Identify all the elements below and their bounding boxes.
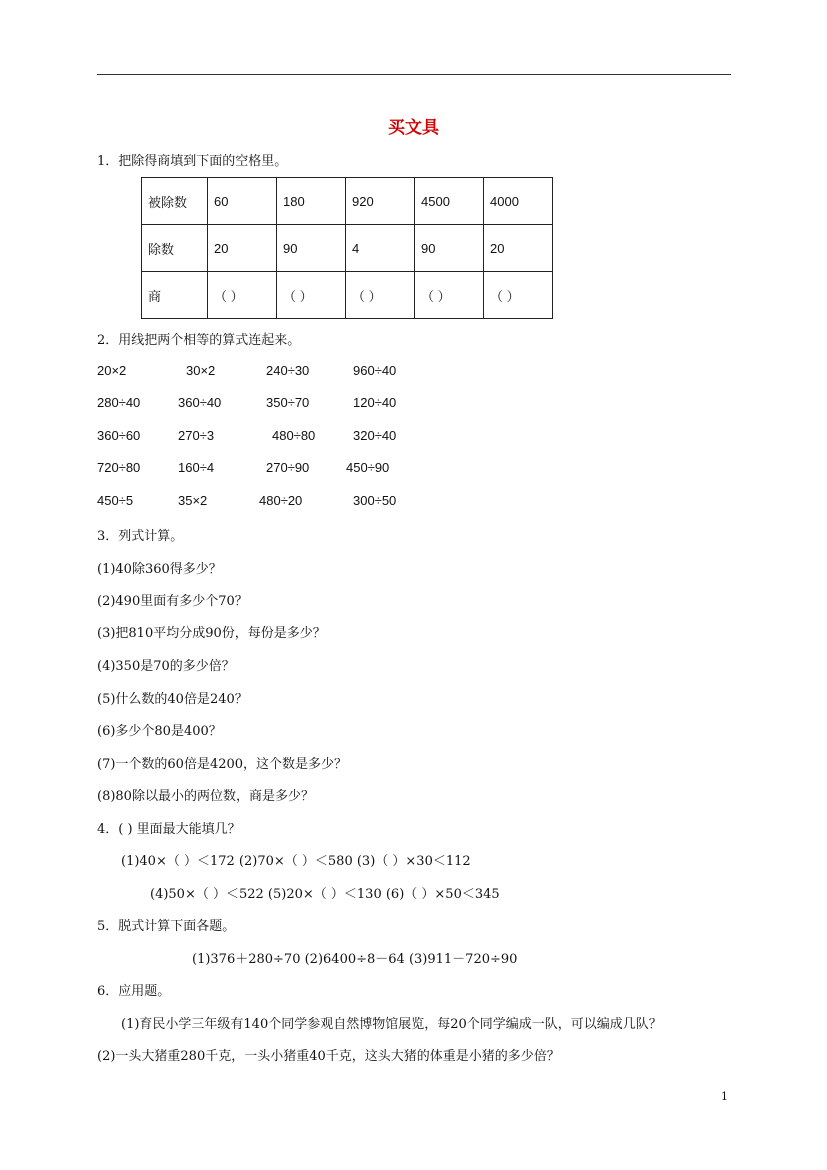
q3-item: (3)把810平均分成90份，每份是多少？ bbox=[97, 626, 326, 641]
q4-line-1: (1)40×（ ）＜172 (2)70×（ ）＜580 (3)（ ）×30＜112 bbox=[121, 854, 471, 869]
q3-heading: 3．列式计算。 bbox=[97, 529, 184, 544]
expression: 960÷40 bbox=[353, 363, 397, 378]
expression: 350÷70 bbox=[266, 395, 310, 410]
table-row-divisor bbox=[142, 225, 553, 272]
expression: 280÷40 bbox=[97, 395, 141, 410]
q3-item: (1)40除360得多少？ bbox=[97, 562, 222, 577]
expression: 320÷40 bbox=[353, 428, 397, 443]
header-rule bbox=[97, 74, 731, 75]
row-label-quotient: 商 bbox=[142, 272, 208, 319]
answer-blank: （ ） bbox=[346, 272, 415, 319]
table-row-dividend bbox=[142, 178, 553, 225]
row-label-divisor: 除数 bbox=[142, 225, 208, 272]
expression: 450÷5 bbox=[97, 493, 134, 508]
expression: 480÷80 bbox=[272, 428, 316, 443]
table-cell: 20 bbox=[484, 225, 553, 272]
page-title: 买文具 bbox=[388, 118, 439, 138]
table-cell: 920 bbox=[346, 178, 415, 225]
expression: 270÷3 bbox=[178, 428, 215, 443]
table-cell: 4000 bbox=[484, 178, 553, 225]
q3-item: (5)什么数的40倍是240？ bbox=[97, 692, 248, 707]
row-label-dividend: 被除数 bbox=[142, 178, 208, 225]
q3-item: (8)80除以最小的两位数，商是多少？ bbox=[97, 789, 314, 804]
q4-heading: 4．( ) 里面最大能填几？ bbox=[97, 822, 241, 837]
page-number: 1 bbox=[721, 1090, 728, 1103]
expression: 450÷90 bbox=[346, 460, 390, 475]
table-cell: 4500 bbox=[415, 178, 484, 225]
expression: 240÷30 bbox=[266, 363, 310, 378]
table-cell: 60 bbox=[208, 178, 277, 225]
table-cell: 180 bbox=[277, 178, 346, 225]
table-cell: 4 bbox=[346, 225, 415, 272]
expression: 120÷40 bbox=[353, 395, 397, 410]
q3-item: (4)350是70的多少倍？ bbox=[97, 659, 235, 674]
q3-item: (7)一个数的60倍是4200，这个数是多少？ bbox=[97, 757, 348, 772]
q4-line-2: (4)50×（ ）＜522 (5)20×（ ）＜130 (6)（ ）×50＜345 bbox=[150, 887, 500, 902]
answer-blank: （ ） bbox=[415, 272, 484, 319]
expression: 20×2 bbox=[97, 363, 127, 378]
q3-item: (2)490里面有多少个70？ bbox=[97, 594, 248, 609]
q6-problem-1: (1)育民小学三年级有140个同学参观自然博物馆展览，每20个同学编成一队，可以编成几队？ bbox=[121, 1017, 662, 1032]
q1-heading: 1．把除得商填到下面的空格里。 bbox=[97, 154, 288, 169]
expression: 360÷60 bbox=[97, 428, 141, 443]
q6-heading: 6．应用题。 bbox=[97, 984, 171, 999]
expression: 270÷90 bbox=[266, 460, 310, 475]
expression: 160÷4 bbox=[178, 460, 215, 475]
expression: 300÷50 bbox=[353, 493, 397, 508]
quotient-table bbox=[141, 177, 553, 319]
table-cell: 90 bbox=[415, 225, 484, 272]
q6-problem-2: (2)一头大猪重280千克，一头小猪重40千克，这头大猪的体重是小猪的多少倍？ bbox=[97, 1049, 560, 1064]
q5-heading: 5．脱式计算下面各题。 bbox=[97, 919, 236, 934]
q5-expressions: (1)376＋280÷70 (2)6400÷8－64 (3)911－720÷90 bbox=[192, 952, 518, 967]
q2-heading: 2．用线把两个相等的算式连起来。 bbox=[97, 333, 301, 348]
answer-blank: （ ） bbox=[208, 272, 277, 319]
expression: 35×2 bbox=[178, 493, 208, 508]
expression: 480÷20 bbox=[259, 493, 303, 508]
table-cell: 90 bbox=[277, 225, 346, 272]
answer-blank: （ ） bbox=[484, 272, 553, 319]
table-row-quotient bbox=[142, 272, 553, 319]
expression: 30×2 bbox=[186, 363, 216, 378]
expression: 360÷40 bbox=[178, 395, 222, 410]
q3-item: (6)多少个80是400？ bbox=[97, 724, 222, 739]
expression: 720÷80 bbox=[97, 460, 141, 475]
table-cell: 20 bbox=[208, 225, 277, 272]
answer-blank: （ ） bbox=[277, 272, 346, 319]
